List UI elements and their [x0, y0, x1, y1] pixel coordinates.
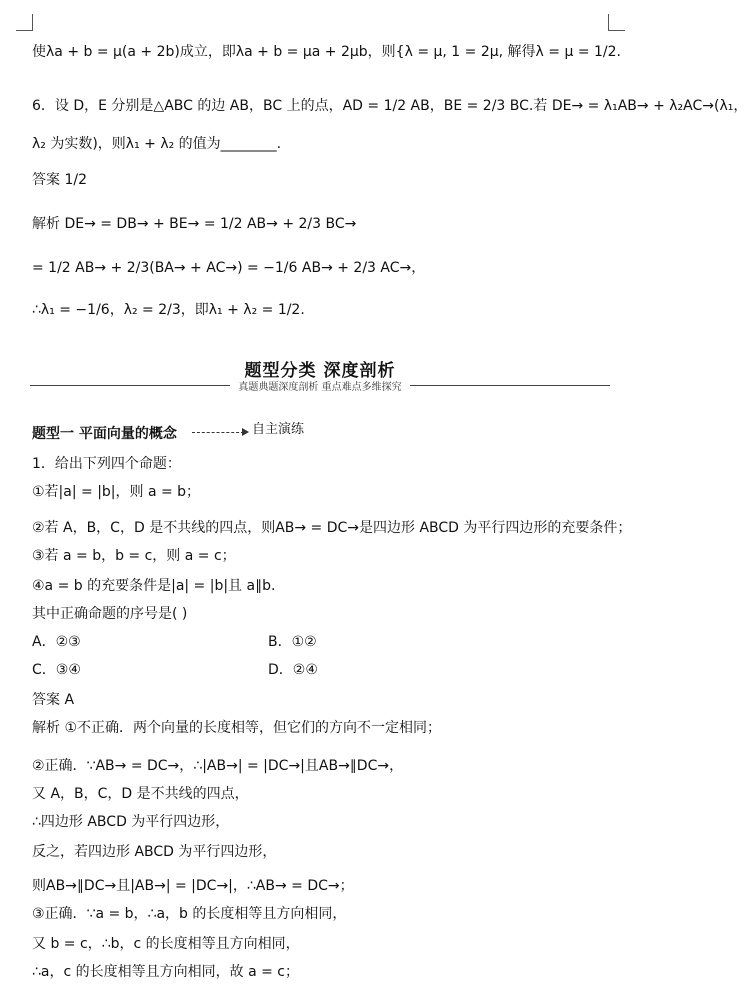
option-d: D．②④ — [268, 662, 318, 678]
text-line: 使λa + b = μ(a + 2b)成立，即λa + b = μa + 2μb，则{λ = μ, 1 = 2μ, 解得λ = μ = 1/2. — [32, 44, 621, 60]
option-b: B．①② — [268, 634, 317, 650]
analysis-line: 又 b = c，∴b，c 的长度相等且方向相同， — [32, 936, 300, 952]
proposition-line: ④a = b 的充要条件是|a| = |b|且 a∥b. — [32, 578, 276, 594]
proposition-line: ①若|a| = |b|，则 a = b； — [32, 484, 201, 500]
arrow-line — [192, 432, 244, 433]
analysis-line: ②正确．∵AB→ = DC→，∴|AB→| = |DC→|且AB→∥DC→， — [32, 758, 404, 774]
text-line: ∴λ₁ = −1/6，λ₂ = 2/3，即λ₁ + λ₂ = 1/2. — [32, 302, 305, 318]
section-subtitle-text: 真题典题深度剖析 重点难点多维探究 — [232, 382, 407, 393]
section-subtitle — [0, 378, 640, 393]
page-corner-mark-left — [16, 14, 33, 31]
type-tag: 自主演练 — [252, 422, 305, 437]
analysis-line: 又 A，B，C，D 是不共线的四点， — [32, 786, 249, 802]
question-prompt: 其中正确命题的序号是( ) — [32, 606, 188, 622]
question-line: 1．给出下列四个命题： — [32, 456, 181, 472]
analysis-line: 解析 DE→ = DB→ + BE→ = 1/2 AB→ + 2/3 BC→ — [32, 216, 357, 232]
arrow-right-icon — [242, 428, 249, 436]
proposition-line: ②若 A，B，C，D 是不共线的四点，则AB→ = DC→是四边形 ABCD 为平行四边形的充要条件； — [32, 520, 632, 536]
text-line: λ₂ 为实数)，则λ₁ + λ₂ 的值为________. — [32, 136, 282, 152]
option-c: C．③④ — [32, 662, 81, 678]
page-corner-mark-right — [608, 14, 625, 31]
analysis-line: ∴a，c 的长度相等且方向相同，故 a = c； — [32, 964, 299, 980]
type-heading: 题型一 平面向量的概念 — [32, 426, 177, 442]
section-title: 题型分类 深度剖析 — [244, 361, 396, 381]
text-line: = 1/2 AB→ + 2/3(BA→ + AC→) = −1/6 AB→ + 2/3 AC→， — [32, 260, 426, 276]
answer-line: 答案 A — [32, 692, 75, 708]
analysis-line: 反之，若四边形 ABCD 为平行四边形， — [32, 844, 277, 860]
analysis-line: 则AB→∥DC→且|AB→| = |DC→|，∴AB→ = DC→； — [32, 878, 354, 894]
analysis-line: ∴四边形 ABCD 为平行四边形， — [32, 814, 230, 830]
text-line: 6．设 D，E 分别是△ABC 的边 AB，BC 上的点，AD = 1/2 AB，BE = 2/3 BC.若 DE→ = λ₁AB→ + λ₂AC→(λ₁， — [32, 98, 747, 114]
answer-line: 答案 1/2 — [32, 172, 87, 188]
option-a: A．②③ — [32, 634, 81, 650]
proposition-line: ③若 a = b，b = c，则 a = c； — [32, 548, 236, 564]
analysis-line: 解析 ①不正确．两个向量的长度相等，但它们的方向不一定相同； — [32, 720, 441, 736]
analysis-line: ③正确．∵a = b，∴a，b 的长度相等且方向相同， — [32, 906, 347, 922]
